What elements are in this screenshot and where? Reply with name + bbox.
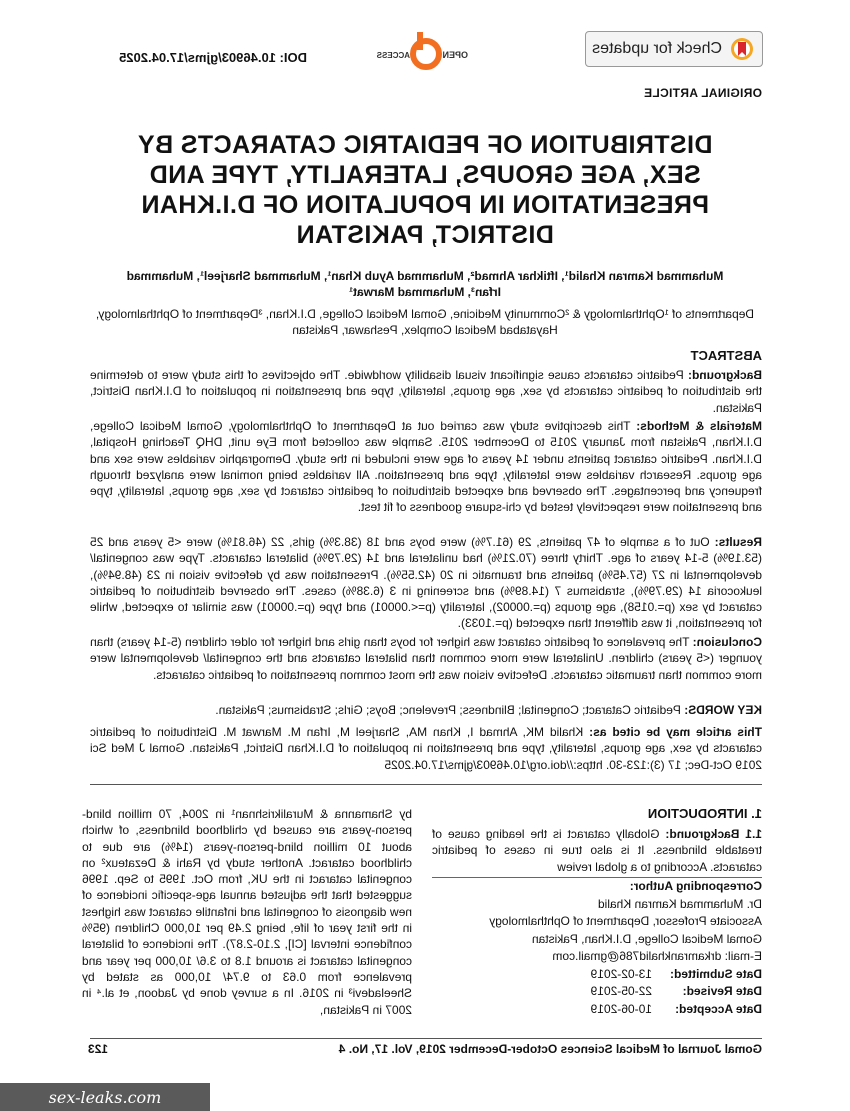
abstract-methods [90,418,762,516]
results-label: Results: [714,535,762,549]
background-subheading: 1.1 Background: [665,827,762,841]
doi-line[interactable]: DOI: 10.46903/gjms/17.04.2025 [119,50,307,65]
check-for-updates-button[interactable] [585,31,763,67]
watermark-banner [0,1083,210,1111]
citation [90,724,762,773]
journal-footer: Gomal Journal of Medical Sciences October-December 2019, Vol. 17, No. 4 [338,1042,762,1056]
author-position: Associate Professor, Department of Ophthalmology [489,914,762,928]
date-value: 22-05-2019 [590,984,652,998]
keywords-label: KEY WORDS: [684,703,762,717]
abstract-heading: ABSTRACT [690,348,762,363]
article-type-label: ORIGINAL ARTICLE [643,86,762,100]
introduction-text: Globally cataract is the leading cause of treatable blindness. It is also true in cases of pediatric cataracts. According to a global review [432,827,762,874]
results-text: Out of a sample of 47 patients, 29 (61.7%) were boys and 18 (38.3%) girls, 22 (46.81%) were <5 years and 25 (53.19%) 5-14 years of age. Thirty three (70.21%) had unilateral and 14 (29.79%) bilateral cataracts. Type was congenital/ developmental in 27 (57.45%) patients and traumatic in 20 (42.55%). Presentation was by defective vision in 23 (48.94%), leukocoria 14 (29.79%), strabismus 7 (14.89%) and screening in 3 (6.38%) cases. The observed distribution of pediatric cataract by sex (p=.0158), age groups (p=.00002), laterality (p=<.00001) and type (p=.00001) was similar to expected, while for presentation, it was different than expected (p=.1033). [90,535,762,631]
introduction-heading: 1. INTRODUCTION [647,806,762,821]
article-title: DISTRIBUTION OF PEDIATRIC CATARACTS BY SEX, AGE GROUPS, LATERALITY, TYPE AND PRESENTATION IN POPULATION OF D.I.KHAN DISTRICT, PAKISTAN [137,131,713,249]
date-submitted [432,966,762,984]
bookmark-icon [730,37,754,61]
abstract-results [90,534,762,632]
footer-divider [90,1038,762,1039]
corresponding-heading: Corresponding Author: [629,879,762,893]
methods-text: This descriptive study was carried out at Department of Ophthalmology, Gomal Medical College, D.I.Khan, Pakistan from January 2015 to December 2015. Sample was collected from Eye unit, DHQ Teaching Hospital, D.I.Khan. Pediatric cataract patients under 14 years of age were included in the study. Demographic variables were sex and age groups. Research variables were laterality, type and presentation. All variables being nominal were analyzed through frequency and percentages. The observed and expected distribution of pediatric cataract by sex, age groups, laterality, type and presentation were respectively tested by chi-square goodness of fit test. [89,419,762,515]
date-label: Date Submitted: [669,966,762,981]
check-for-updates-label: Check for updates [592,40,722,57]
author-name: Dr. Muhammad Kamran Khalid [597,896,762,911]
date-value: 10-06-2019 [590,1001,652,1016]
methods-label: Materials & Methods: [636,419,762,433]
background-text: Pediatric cataracts cause significant visual disability worldwide. The objectives of this study were to determine the distribution of pediatric cataracts by sex, age groups, laterality, type and presentation in population of D.I.Khan District, Pakistan. [90,368,762,415]
abstract-conclusion [90,634,762,683]
date-revised [432,983,762,1001]
author-email[interactable]: E-mail: drkamrankhalid786@gmail.com [552,949,762,963]
divider [90,784,762,785]
date-accepted [432,1001,762,1019]
author-institution: Gomal Medical College, D.I.Khan, Pakistan [531,931,762,946]
background-label: Background: [687,368,762,382]
affiliations: Departments of ¹Ophthalmology & ²Community Medicine, Gomal Medical College, D.I.Khan, ³Department of Ophthalmology, Hayatabad Medical Complex, Peshawar, Pakistan [95,307,755,337]
citation-label: This article may be cited as: [589,725,762,739]
keywords-text: Pediatric Cataract; Congenital; Blindness; Prevelenc; Boys; Girls; Strabismus; Pakistan. [215,703,685,717]
conclusion-label: Conclusion: [692,635,762,649]
citation-text[interactable]: Khalid MK, Ahmad I, Khan MA, Sharjeel M, Irfan M. Marwat M. Distribution of pediatric cataracts by sex, age groups, laterality, type and presentation in population of D.I.Khan District, Pakistan. Gomal J Med Sci 2019 Oct-Dec; 17 (3):123-30. https://doi.org/10.46903/gjms/17.04.2025 [90,725,762,772]
introduction-paragraph [432,826,762,875]
open-access-top: OPEN [442,50,468,60]
open-access-bottom: ACCESS [376,51,410,60]
author-list: Muhammad Kamran Khalid¹, Iftikhar Ahmad², Muhammad Ayub Khan¹, Muhammad Sharjeel¹, Muhammad Irfan³, Muhammad Marwat¹ [126,269,724,299]
corresponding-author-box [432,878,762,1018]
abstract-background [90,367,762,416]
introduction-continued: by Shamanna & Muralikrishnan¹ in 2004, 70 million blind-person-years are caused by childhood blindness, of which about 10 million blind-person-years (14%) are due to childhood cataract. Another study by Rahi & Dezateux² on congenital cataract in the UK, from Oct. 1995 to Sep. 1996 suggested that the adjusted annual age-specific incidence of new diagnosis of congenital and infantile cataract was highest in the first year of life, being 2.49 per 10,000 Children (95% confidence interval [CI], 2.10-2.87). The incidence of bilateral congenital cataract is around 1.8 to 3.6/ 10,000 per year and prevalence from 0.63 to 9.74/ 10,000 as stated by Sheeladevi³ in 2016. In a survey done by Jadoon, et al.⁴ in 2007 in Pakistan, [82,807,412,1017]
conclusion-text: The prevalence of pediatric cataract was higher for boys than girls and higher for older children (5-14 years) than younger (<5 years) children. Unilateral were more common than bilateral cataracts and the congenital/ developmental were more common than traumatic cataracts. Defective vision was the most common presentation of pediatric cataracts. [90,635,762,682]
watermark-text: sex-leaks.com [48,1087,162,1107]
date-label: Date Revised: [682,984,762,998]
date-value: 13-02-2019 [590,966,652,981]
page-number: 123 [87,1042,108,1056]
abstract-keywords [90,702,762,718]
open-access-logo [376,30,472,74]
date-label: Date Accepted: [675,1001,762,1016]
